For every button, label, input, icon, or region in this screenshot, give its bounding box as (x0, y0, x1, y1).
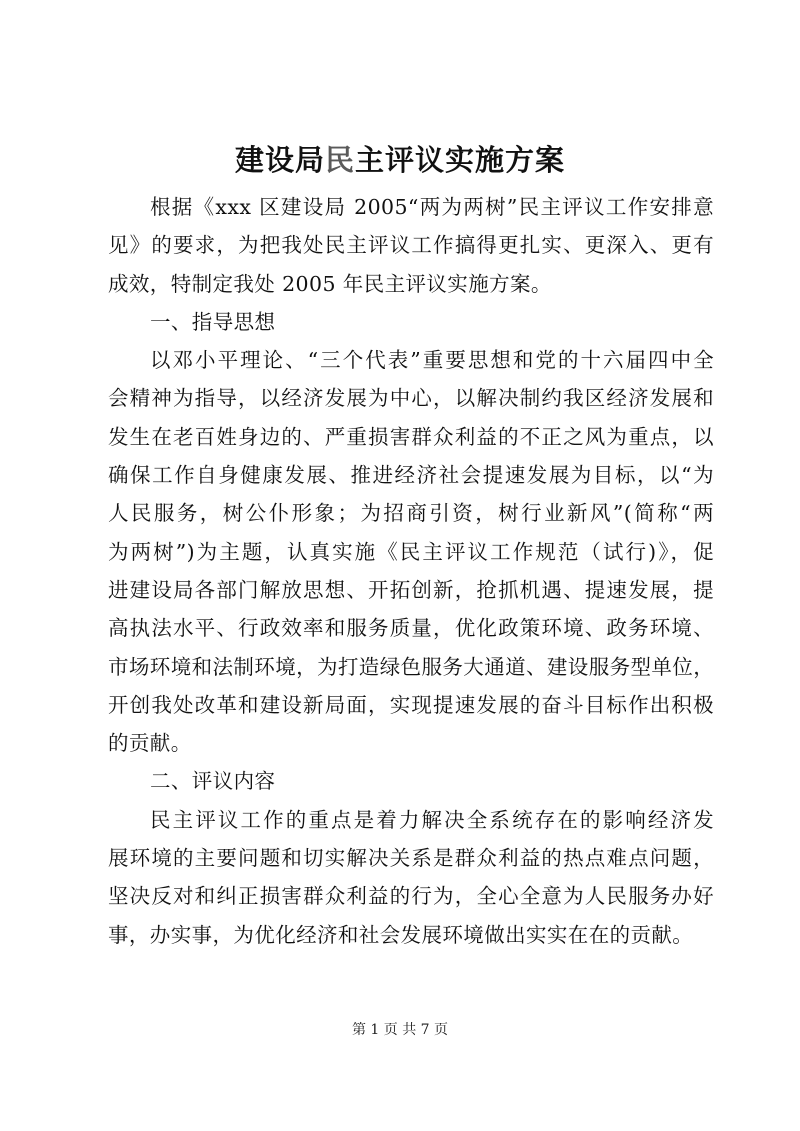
paragraph-line: 民主评议工作的重点是着力解决全系统存在的影响经济发 (150, 807, 714, 832)
section-heading: 二、评议内容 (150, 769, 276, 794)
paragraph-line: 人民服务，树公仆形象；为招商引资，树行业新风”(简称“两 (108, 501, 714, 526)
paragraph-line: 事，办实事，为优化经济和社会发展环境做出实实在在的贡献。 (108, 922, 694, 947)
title-part-1: 建设局 (234, 143, 325, 177)
page-title (0, 138, 800, 182)
paragraph-line: 会精神为指导，以经济发展为中心，以解决制约我区经济发展和 (108, 386, 714, 411)
paragraph-line: 以邓小平理论、“三个代表”重要思想和党的十六届四中全 (150, 348, 714, 373)
paragraph-line: 根据《xxx 区建设局 2005“两为两树”民主评议工作安排意 (150, 195, 714, 219)
title-highlight-char: 民 (324, 143, 355, 177)
paragraph-line: 开创我处改革和建设新局面，实现提速发展的奋斗目标作出积极 (108, 692, 714, 717)
section-heading: 一、指导思想 (150, 309, 276, 334)
paragraph-line: 发生在老百姓身边的、严重损害群众利益的不正之风为重点，以 (108, 424, 714, 449)
paragraph-line: 进建设局各部门解放思想、开拓创新，抢抓机遇、提速发展，提 (108, 577, 714, 602)
paragraph-line: 高执法水平、行政效率和服务质量，优化政策环境、政务环境、 (108, 616, 714, 641)
paragraph-line: 见》的要求，为把我处民主评议工作搞得更扎实、更深入、更有 (108, 233, 714, 258)
page-footer: 第 1 页 共 7 页 (351, 1022, 449, 1038)
document-body (108, 188, 714, 954)
paragraph-line: 成效，特制定我处 2005 年民主评议实施方案。 (108, 271, 552, 296)
paragraph-line: 为两树”)为主题，认真实施《民主评议工作规范（试行)》，促 (108, 539, 714, 564)
paragraph-line: 坚决反对和纠正损害群众利益的行为，全心全意为人民服务办好 (108, 884, 714, 909)
title-part-2: 主评议实施方案 (355, 143, 566, 177)
paragraph-line: 的贡献。 (108, 731, 192, 756)
paragraph-line: 确保工作自身健康发展、推进经济社会提速发展为目标，以“为 (108, 463, 714, 488)
paragraph-line: 市场环境和法制环境，为打造绿色服务大通道、建设服务型单位， (108, 654, 715, 679)
paragraph-line: 展环境的主要问题和切实解决关系是群众利益的热点难点问题， (108, 846, 714, 871)
